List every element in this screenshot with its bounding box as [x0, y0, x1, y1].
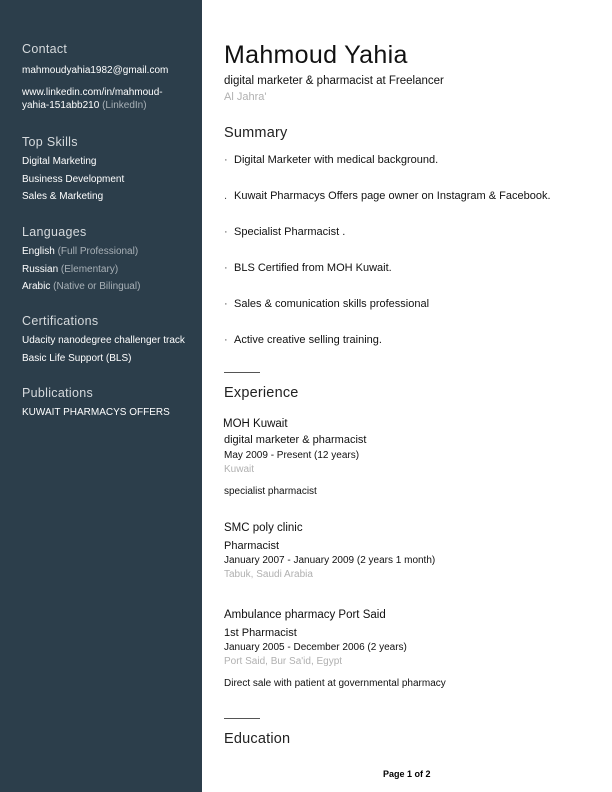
publication-item[interactable]: KUWAIT PHARMACYS OFFERS [22, 407, 170, 418]
language-level: (Full Professional) [57, 246, 139, 257]
language-level: (Native or Bilingual) [53, 281, 141, 292]
linkedin-link[interactable] [22, 86, 200, 113]
job-dates: May 2009 - Present (12 years) [224, 450, 360, 461]
bullet-mark: . [224, 190, 228, 202]
bullet-mark: · [224, 334, 228, 346]
headline: digital marketer & pharmacist at Freelancer [224, 75, 444, 87]
page-number: Page 1 of 2 [383, 769, 431, 779]
certifications-section [22, 314, 200, 367]
job-location: Tabuk, Saudi Arabia [224, 569, 313, 580]
job-company: MOH Kuwait [223, 418, 288, 430]
bullet-text: Sales & comunication skills professional [234, 298, 430, 310]
job-location: Port Said, Bur Sa'id, Egypt [224, 656, 343, 667]
bullet-text: Digital Marketer with medical background. [234, 154, 439, 166]
contact-section [22, 42, 200, 113]
languages-section [22, 225, 200, 296]
language-name: English [22, 246, 55, 257]
language-item [22, 278, 200, 296]
publications-section [22, 386, 200, 422]
sidebar [0, 0, 202, 792]
education-heading: Education [224, 731, 291, 747]
summary-bullet [224, 334, 382, 346]
linkedin-url-line2[interactable]: yahia-151abb210 [22, 100, 100, 111]
bullet-text: Kuwait Pharmacys Offers page owner on Instagram & Facebook. [234, 190, 551, 202]
experience-heading: Experience [224, 385, 299, 401]
top-skills-heading: Top Skills [22, 135, 78, 149]
contact-heading: Contact [22, 42, 68, 56]
publications-heading: Publications [22, 386, 94, 400]
job-title: Pharmacist [224, 540, 280, 552]
language-name: Russian [22, 263, 59, 275]
certifications-heading: Certifications [22, 314, 99, 328]
linkedin-url-line1[interactable]: www.linkedin.com/in/mahmoud- [22, 86, 163, 98]
job-dates: January 2007 - January 2009 (2 years 1 month) [224, 555, 436, 566]
job-company: SMC poly clinic [224, 522, 303, 534]
section-divider [224, 718, 260, 719]
job-company: Ambulance pharmacy Port Said [224, 609, 386, 621]
job-description: specialist pharmacist [224, 486, 317, 497]
location: Al Jahra' [224, 91, 267, 103]
summary-heading: Summary [224, 125, 288, 141]
language-item [22, 261, 200, 279]
job-location: Kuwait [224, 464, 255, 475]
language-level: (Elementary) [60, 263, 119, 275]
summary-bullet [224, 154, 438, 166]
email-link[interactable]: mahmoudyahia1982@gmail.com [22, 65, 169, 76]
language-name: Arabic [22, 281, 51, 292]
certification-item: Udacity nanodegree challenger track [22, 335, 185, 346]
summary-bullet [224, 262, 392, 274]
language-item [22, 243, 200, 261]
languages-heading: Languages [22, 225, 87, 239]
person-name: Mahmoud Yahia [224, 41, 408, 69]
bullet-text: BLS Certified from MOH Kuwait. [234, 262, 392, 274]
bullet-mark: · [224, 298, 228, 310]
summary-bullet [224, 190, 551, 202]
skill-item: Digital Marketing [22, 156, 97, 167]
main-content [224, 0, 604, 792]
bullet-text: Specialist Pharmacist . [234, 226, 346, 238]
summary-bullet [224, 298, 429, 310]
job-dates: January 2005 - December 2006 (2 years) [224, 642, 407, 653]
bullet-mark: · [224, 262, 228, 274]
job-title: 1st Pharmacist [224, 627, 297, 639]
job-description: Direct sale with patient at governmental pharmacy [224, 678, 446, 689]
bullet-mark: · [224, 226, 228, 238]
bullet-text: Active creative selling training. [234, 334, 382, 346]
section-divider [224, 372, 260, 373]
summary-bullet [224, 226, 345, 238]
skill-item: Business Development [22, 173, 125, 185]
job-title: digital marketer & pharmacist [224, 434, 367, 446]
linkedin-label: (LinkedIn) [102, 100, 147, 111]
certification-item: Basic Life Support (BLS) [22, 352, 132, 364]
skill-item: Sales & Marketing [22, 191, 104, 202]
bullet-mark: · [224, 154, 228, 166]
top-skills-section [22, 135, 200, 206]
